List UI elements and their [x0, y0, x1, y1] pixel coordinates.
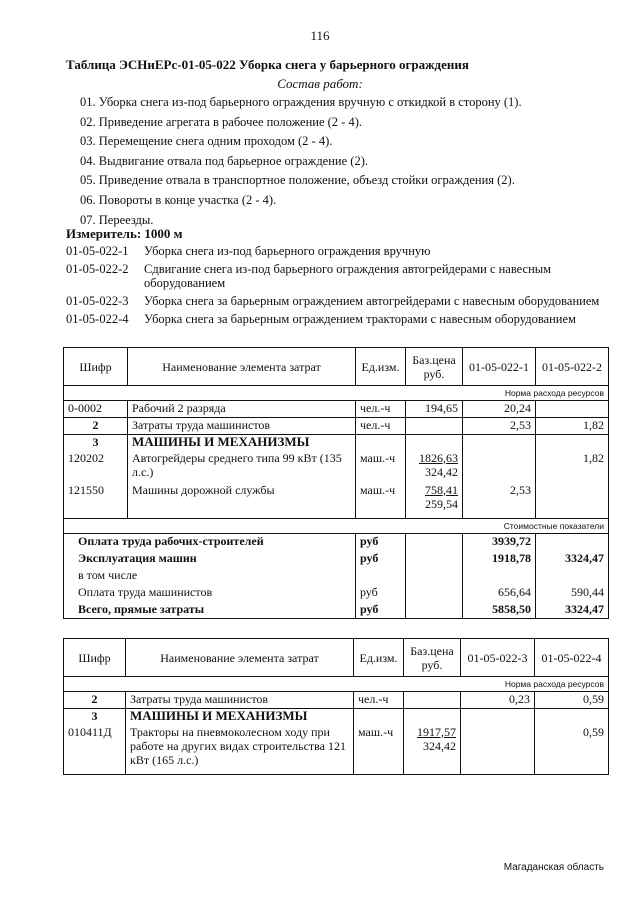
cost-row [64, 602, 609, 619]
cost-a: 1918,78 [463, 551, 536, 568]
code: 01-05-022-1 [66, 244, 129, 258]
cell-price: 758,41 [425, 482, 458, 497]
header-cipher: Шифр [64, 348, 128, 386]
page-number: 116 [310, 28, 330, 43]
cell-a: 0,23 [461, 692, 535, 709]
table-title: Таблица ЭСНиЕРс-01-05-022 Уборка снега у барьерного ограждения [66, 57, 469, 72]
code-row [66, 262, 606, 290]
region-footer: Магаданская область [503, 862, 604, 873]
cell-a: 20,24 [463, 401, 536, 418]
operation-item: 03. Перемещение снега одним проходом (2 - 4). [80, 134, 333, 149]
cell-unit: чел.-ч [356, 418, 406, 435]
cell-price-salary: 324,42 [425, 464, 458, 479]
cell-code: 010411Д [64, 725, 126, 775]
operations-list [80, 93, 522, 230]
cost-a: 3939,72 [463, 534, 536, 551]
cell-name: Тракторы на пневмоколесном ходу при работе на других видах строительства 121 кВт (165 л.с.) [126, 725, 354, 775]
cell-name: Затраты труда машинистов [126, 692, 354, 709]
cost-b: 590,44 [536, 585, 609, 602]
code: 01-05-022-4 [66, 312, 129, 326]
cell-a: 2,53 [463, 483, 536, 519]
cell-name: МАШИНЫ И МЕХАНИЗМЫ [126, 709, 354, 725]
cost-row [64, 534, 609, 551]
header-name: Наименование элемента затрат [128, 348, 356, 386]
table-row [64, 483, 609, 519]
cell-price: 1826,63 [419, 450, 458, 465]
code-description: Сдвигание снега из-под барьерного ограждения автогрейдерами с навесным оборудованием [144, 262, 552, 290]
cell-b: 0,59 [535, 692, 609, 709]
cost-row [64, 551, 609, 568]
cost-row [64, 585, 609, 602]
code-row [66, 312, 606, 326]
cell-name: Затраты труда машинистов [128, 418, 356, 435]
cost-name: Оплата труда машинистов [64, 585, 356, 602]
code-row [66, 294, 606, 308]
header-col-b: 01-05-022-4 [535, 639, 609, 677]
cell-b: 0,59 [535, 725, 609, 775]
table-row [64, 418, 609, 435]
cell-unit: маш.-ч [354, 725, 404, 775]
cell-price: 194,65 [406, 401, 463, 418]
cell-unit: чел.-ч [354, 692, 404, 709]
code-description: Уборка снега за барьерным ограждением тракторами с навесным оборудованием [144, 312, 576, 326]
cost-name: Оплата труда рабочих-строителей [64, 534, 356, 551]
table-row [64, 451, 609, 483]
operation-item: 04. Выдвигание отвала под барьерное ограждение (2). [80, 153, 368, 168]
code: 01-05-022-3 [66, 294, 129, 308]
header-base-price: Баз.цена руб. [404, 639, 461, 677]
cell-code: 3 [64, 709, 126, 725]
cost-name: в том числе [64, 568, 356, 585]
cost-b: 3324,47 [536, 551, 609, 568]
cell-name: Рабочий 2 разряда [128, 401, 356, 418]
header-cipher: Шифр [64, 639, 126, 677]
operation-item: 02. Приведение агрегата в рабочее положение (2 - 4). [80, 114, 363, 129]
cell-code: 0-0002 [64, 401, 128, 418]
cost-b: 3324,47 [536, 602, 609, 619]
cost-name: Всего, прямые затраты [64, 602, 356, 619]
operation-item: 07. Переезды. [80, 212, 154, 227]
cell-price-salary: 324,42 [423, 738, 456, 753]
cell-code: 2 [64, 418, 128, 435]
cost-unit: руб [356, 534, 406, 551]
cell-a [463, 451, 536, 483]
cost-a: 5858,50 [463, 602, 536, 619]
cost-a: 656,64 [463, 585, 536, 602]
code-list [66, 240, 606, 326]
cell-price: 1917,57 [417, 724, 456, 739]
operation-item: 05. Приведение отвала в транспортное положение, объезд стойки ограждения (2). [80, 173, 515, 188]
norm-label: Норма расхода ресурсов [64, 386, 609, 401]
table-row [64, 692, 609, 709]
table-row [64, 401, 609, 418]
cost-name: Эксплуатация машин [64, 551, 356, 568]
header-unit: Ед.изм. [356, 348, 406, 386]
cost-unit: руб [356, 602, 406, 619]
cell-code: 2 [64, 692, 126, 709]
cost-label: Стоимостные показатели [64, 519, 609, 534]
cost-unit: руб [356, 551, 406, 568]
table-row [64, 435, 609, 451]
header-base-price: Баз.цена руб. [406, 348, 463, 386]
cell-code: 121550 [64, 483, 128, 519]
cell-name: Автогрейдеры среднего типа 99 кВт (135 л.с.) [128, 451, 356, 483]
header-name: Наименование элемента затрат [126, 639, 354, 677]
operation-item: 06. Повороты в конце участка (2 - 4). [80, 192, 277, 207]
work-composition-heading: Состав работ: [277, 76, 363, 91]
code-description: Уборка снега за барьерным ограждением автогрейдерами с навесным оборудованием [144, 294, 600, 308]
header-unit: Ед.изм. [354, 639, 404, 677]
header-col-a: 01-05-022-1 [463, 348, 536, 386]
measure-unit: Измеритель: 1000 м [66, 226, 183, 241]
resource-table-1 [63, 347, 609, 619]
cell-a [461, 725, 535, 775]
cell-price-salary: 259,54 [425, 496, 458, 511]
cell-name: МАШИНЫ И МЕХАНИЗМЫ [128, 435, 356, 451]
cell-unit: маш.-ч [356, 451, 406, 483]
code-description: Уборка снега из-под барьерного ограждения вручную [144, 244, 431, 258]
cell-code: 3 [64, 435, 128, 451]
cell-unit: чел.-ч [356, 401, 406, 418]
header-col-b: 01-05-022-2 [536, 348, 609, 386]
cell-b [536, 483, 609, 519]
cell-a: 2,53 [463, 418, 536, 435]
header-col-a: 01-05-022-3 [461, 639, 535, 677]
cell-code: 120202 [64, 451, 128, 483]
resource-table-2 [63, 638, 609, 775]
cell-b: 1,82 [536, 451, 609, 483]
operation-item: 01. Уборка снега из-под барьерного ограждения вручную с откидкой в сторону (1). [80, 95, 522, 109]
table-row [64, 709, 609, 725]
cost-unit: руб [356, 585, 406, 602]
cell-b: 1,82 [536, 418, 609, 435]
norm-label: Норма расхода ресурсов [64, 677, 609, 692]
table-row [64, 725, 609, 775]
cell-unit: маш.-ч [356, 483, 406, 519]
code-row [66, 244, 606, 258]
cost-row [64, 568, 609, 585]
code: 01-05-022-2 [66, 262, 129, 276]
cost-b [536, 534, 609, 551]
cell-b [536, 401, 609, 418]
cell-name: Машины дорожной службы [128, 483, 356, 519]
